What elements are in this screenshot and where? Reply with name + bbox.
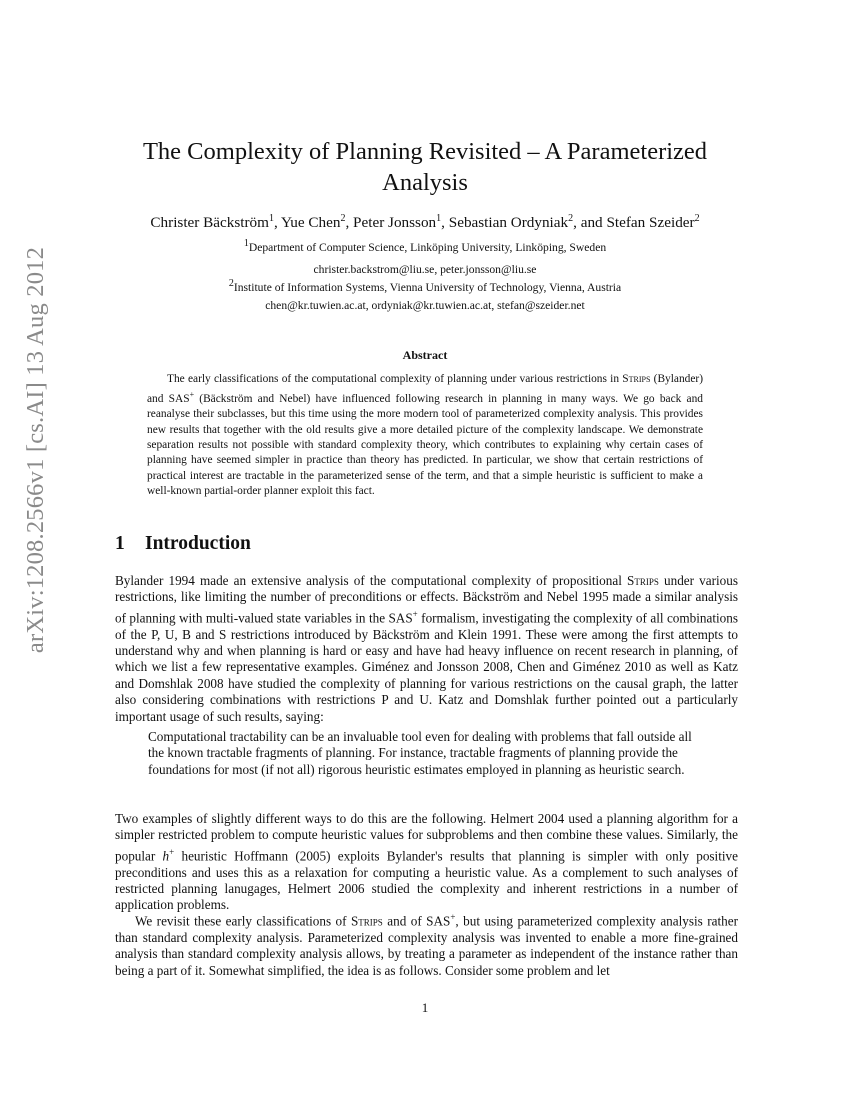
- section-title: Introduction: [145, 533, 251, 554]
- h-superscript: +: [169, 846, 175, 857]
- author-affiliation-mark: 1: [268, 212, 274, 224]
- affiliation-2-emails: chen@kr.tuwien.ac.at, ordyniak@kr.tuwien.ac.at, stefan@szeider.net: [265, 299, 585, 312]
- author-name: Stefan Szeider: [606, 214, 695, 231]
- affiliation-institution: Department of Computer Science, Linköping University, Linköping, Sweden: [248, 241, 607, 254]
- author-name: Sebastian Ordyniak: [448, 214, 569, 231]
- sas-superscript: +: [189, 390, 195, 400]
- paragraph-text: formalism, investigating the complexity of all combinations of the P, U, B and S restrictions introduced by Bäckström and Klein 1991. These were among the first attempts to understand why and when planning is hard or easy and have had heavy influence on recent research in planning, of which we list a few representative examples. Giménez and Jonsson 2008, Chen and Giménez 2010 as well as Katz and Domshlak 2008 have studied the complexity of planning for various restrictions on the causal graph, the latter also considering combinations with restrictions P and U. Katz and Domshlak further pointed out a particularly important usage of such results, saying:: [115, 610, 738, 724]
- block-quote: Computational tractability can be an invaluable tool even for dealing with problems that fall outside all the known tractable fragments of planning. For instance, tractable fragments of planning provide the foundations for most (if not all) rigorous heuristic estimates employed in planning as heuristic search.: [148, 729, 692, 777]
- paragraph-text: Two examples of slightly different ways to do this are the following. Helmert 2004 used a planning algorithm for a simpler restricted problem to compute heuristic values for subproblems and then combine these values. Similarly, the popular: [115, 811, 738, 864]
- intro-paragraph-3: [115, 909, 738, 979]
- author-affiliation-mark: 2: [694, 212, 700, 224]
- affiliation-mark: 2: [228, 278, 234, 290]
- abstract-body: [147, 372, 703, 499]
- paragraph-text: We revisit these early classifications of: [135, 913, 351, 929]
- author-name: Yue Chen: [280, 214, 341, 231]
- affiliation-2: [100, 280, 750, 295]
- affiliation-mark: 1: [243, 238, 249, 250]
- strips-term: Strips: [627, 573, 659, 588]
- paragraph-text: Bylander 1994 made an extensive analysis of the computational complexity of propositional: [115, 573, 628, 588]
- paragraph-text: under various restrictions, like limiting the number of preconditions or effects. Bäckström and Nebel 1995 made a similar analysis of planning with multi-valued state variables in the SAS: [115, 573, 738, 626]
- strips-term: Strips: [350, 913, 383, 929]
- abstract-text: The early classifications of the computational complexity of planning under various restrictions in: [167, 373, 623, 385]
- h-symbol: h: [162, 848, 170, 864]
- paragraph-text: and of SAS: [382, 913, 451, 929]
- page-number: 1: [421, 1000, 429, 1015]
- intro-paragraph-2: [115, 811, 738, 914]
- intro-paragraph-1: [115, 573, 738, 725]
- author-affiliation-mark: 2: [340, 212, 346, 224]
- affiliation-institution: Institute of Information Systems, Vienna University of Technology, Vienna, Austria: [233, 281, 622, 294]
- strips-term: Strips: [622, 373, 651, 385]
- author-name: Peter Jonsson: [353, 214, 437, 231]
- paragraph-text: heuristic Hoffmann (2005) exploits Bylander's results that planning is simpler with only positive preconditions and uses this as a relaxation for computing a heuristic value. As a complement to such analyses of restricted planning lanugages, Helmert 2006 studied the complexity and inherent restrictions in a number of application problems.: [115, 848, 738, 913]
- abstract-text: (Bäckström and Nebel) have influenced following research in planning in many ways. We go back and reanalyse their subclasses, but this time using the more modern tool of parameterized complexity analysis. This provides new results that together with the old results give a more detailed picture of the complexity landscape. We demonstrate separation results not possible with standard complexity theory, which contributes to explaining why certain cases of planning have seemed simpler in practice than theory has predicted. In particular, we show that certain restrictions of practical interest are tractable in the parameterized sense of the term, and that a simple heuristic is sufficient to make a well-known partial-order planner exploit this fact.: [147, 393, 703, 497]
- author-affiliation-mark: 1: [436, 212, 442, 224]
- paragraph-text: , but using parameterized complexity analysis rather than standard complexity analysis. Parameterized complexity analysis was invented to enable a more fine-grained analysis than standard complexity analysis allows, by treating a parameter as independent of the instance rather than being a part of it. Somewhat simplified, the idea is as follows. Consider some problem and let: [115, 913, 738, 978]
- arxiv-stamp: [18, 120, 54, 780]
- author-list: Christer Bäckström$^1$, Yue Chen$^2$, Peter Jonsson$^1$, Sebastian Ordyniak$^2$, and Stefan Szeider$^2$: [150, 212, 700, 231]
- sas-superscript: +: [412, 608, 418, 619]
- affiliation-1-emails: christer.backstrom@liu.se, peter.jonsson@liu.se: [313, 263, 537, 276]
- paper-title: The Complexity of Planning Revisited – A Parameterized Analysis: [142, 138, 708, 196]
- author-affiliation-mark: 2: [568, 212, 574, 224]
- author-name: Christer Bäckström: [150, 214, 269, 231]
- section-number: 1: [115, 533, 125, 554]
- sas-superscript: +: [450, 912, 456, 922]
- section-heading: [115, 533, 251, 555]
- affiliation-1: [100, 240, 750, 255]
- abstract-text: (Bylander) and SAS: [147, 373, 704, 406]
- arxiv-stamp-text: arXiv:1208.2566v1 [cs.AI] 13 Aug 2012: [22, 246, 49, 654]
- abstract-heading: Abstract: [402, 348, 448, 362]
